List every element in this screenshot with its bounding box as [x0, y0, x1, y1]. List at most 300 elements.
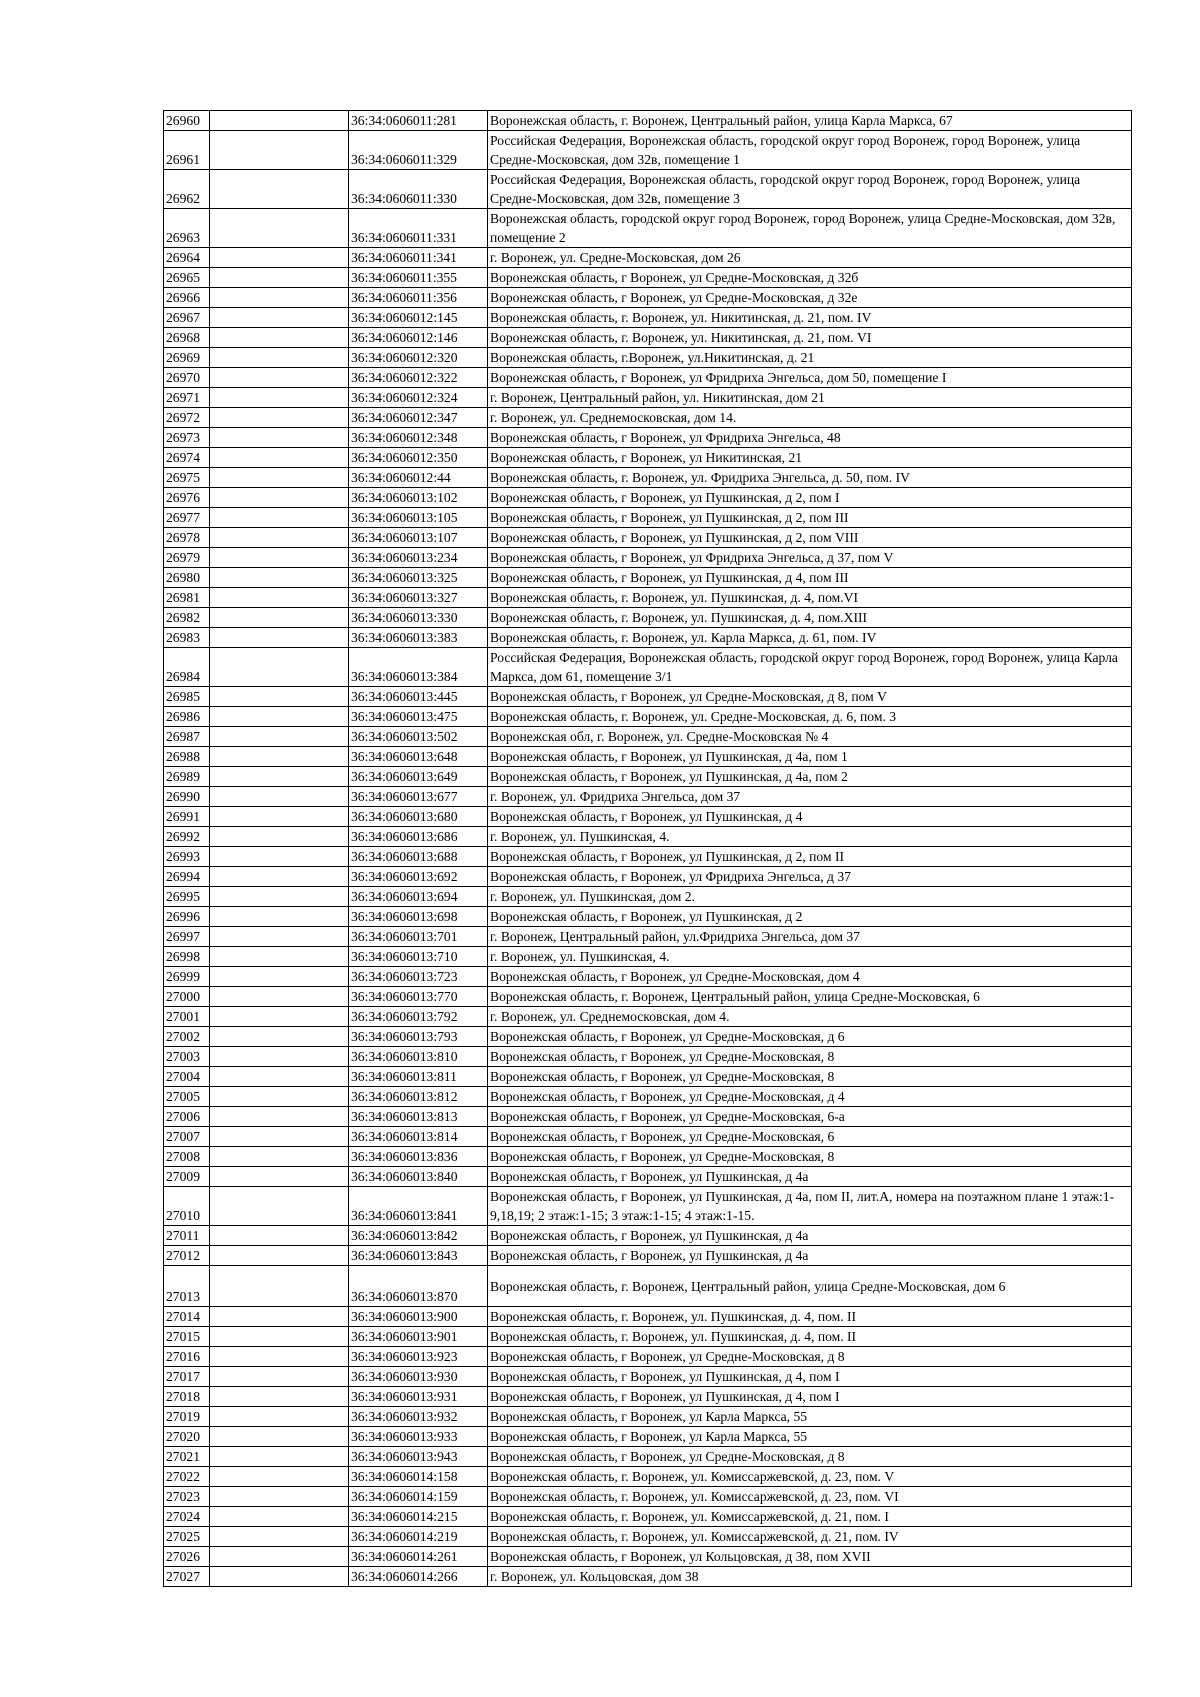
table-row	[164, 1087, 1132, 1107]
table-row	[164, 707, 1132, 727]
address-cell: Воронежская область, г Воронеж, ул Пушкинская, д 2, пом II	[488, 847, 1132, 867]
empty-cell	[210, 747, 349, 767]
address-cell: Воронежская область, г.Воронеж, ул.Никитинская, д. 21	[488, 348, 1132, 368]
empty-cell	[210, 548, 349, 568]
empty-cell	[210, 608, 349, 628]
address-cell: г. Воронеж, ул. Среднемосковская, дом 4.	[488, 1007, 1132, 1027]
table-row	[164, 1107, 1132, 1127]
row-number-cell: 26969	[164, 348, 210, 368]
row-number-cell: 27010	[164, 1187, 210, 1226]
empty-cell	[210, 1527, 349, 1547]
empty-cell	[210, 248, 349, 268]
cadastral-number-cell: 36:34:0606014:266	[349, 1567, 488, 1587]
row-number-cell: 26981	[164, 588, 210, 608]
table-row	[164, 1067, 1132, 1087]
table-row	[164, 767, 1132, 787]
address-cell: Воронежская область, г. Воронеж, Центральный район, улица Средне-Московская, дом 6	[488, 1266, 1132, 1307]
address-cell: Воронежская область, г Воронеж, ул Фридриха Энгельса, д 37, пом V	[488, 548, 1132, 568]
cadastral-number-cell: 36:34:0606013:923	[349, 1347, 488, 1367]
row-number-cell: 26985	[164, 687, 210, 707]
table-row	[164, 348, 1132, 368]
address-cell: г. Воронеж, ул. Пушкинская, 4.	[488, 827, 1132, 847]
address-cell: г. Воронеж, ул. Кольцовская, дом 38	[488, 1567, 1132, 1587]
row-number-cell: 27006	[164, 1107, 210, 1127]
table-row	[164, 1487, 1132, 1507]
table-row	[164, 1447, 1132, 1467]
address-cell: г. Воронеж, ул. Пушкинская, 4.	[488, 947, 1132, 967]
empty-cell	[210, 1347, 349, 1367]
row-number-cell: 27013	[164, 1266, 210, 1307]
row-number-cell: 26998	[164, 947, 210, 967]
cadastral-number-cell: 36:34:0606014:219	[349, 1527, 488, 1547]
table-row	[164, 847, 1132, 867]
row-number-cell: 26974	[164, 448, 210, 468]
table-row	[164, 209, 1132, 248]
cadastral-number-cell: 36:34:0606013:792	[349, 1007, 488, 1027]
table-row	[164, 508, 1132, 528]
table-row	[164, 1027, 1132, 1047]
table-row	[164, 288, 1132, 308]
address-cell: Воронежская область, г Воронеж, ул Пушкинская, д 4, пом I	[488, 1367, 1132, 1387]
cadastral-number-cell: 36:34:0606011:341	[349, 248, 488, 268]
cadastral-number-cell: 36:34:0606013:383	[349, 628, 488, 648]
cadastral-number-cell: 36:34:0606013:811	[349, 1067, 488, 1087]
address-cell: Воронежская область, г Воронеж, ул Средне-Московская, д 32б	[488, 268, 1132, 288]
table-row	[164, 170, 1132, 209]
empty-cell	[210, 1107, 349, 1127]
empty-cell	[210, 1567, 349, 1587]
address-cell: г. Воронеж, Центральный район, ул.Фридриха Энгельса, дом 37	[488, 927, 1132, 947]
table-row	[164, 1567, 1132, 1587]
row-number-cell: 27012	[164, 1246, 210, 1266]
table-row	[164, 1347, 1132, 1367]
cadastral-number-cell: 36:34:0606013:793	[349, 1027, 488, 1047]
row-number-cell: 27017	[164, 1367, 210, 1387]
address-cell: Воронежская область, г Воронеж, ул Пушкинская, д 4а, пом 1	[488, 747, 1132, 767]
table-row	[164, 687, 1132, 707]
cadastral-number-cell: 36:34:0606013:680	[349, 807, 488, 827]
row-number-cell: 27025	[164, 1527, 210, 1547]
cadastral-number-cell: 36:34:0606011:330	[349, 170, 488, 209]
row-number-cell: 26964	[164, 248, 210, 268]
address-cell: Воронежская область, г. Воронеж, ул. Средне-Московская, д. 6, пом. 3	[488, 707, 1132, 727]
cadastral-number-cell: 36:34:0606014:158	[349, 1467, 488, 1487]
cadastral-number-cell: 36:34:0606013:701	[349, 927, 488, 947]
cadastral-number-cell: 36:34:0606013:327	[349, 588, 488, 608]
table-row	[164, 628, 1132, 648]
cadastral-number-cell: 36:34:0606013:692	[349, 867, 488, 887]
empty-cell	[210, 1147, 349, 1167]
empty-cell	[210, 388, 349, 408]
cadastral-number-cell: 36:34:0606014:261	[349, 1547, 488, 1567]
address-cell: Воронежская область, г Воронеж, ул Пушкинская, д 2	[488, 907, 1132, 927]
cadastral-number-cell: 36:34:0606013:813	[349, 1107, 488, 1127]
cadastral-number-cell: 36:34:0606013:840	[349, 1167, 488, 1187]
address-cell: Воронежская область, г Воронеж, ул Средне-Московская, д 8, пом V	[488, 687, 1132, 707]
cadastral-number-cell: 36:34:0606013:648	[349, 747, 488, 767]
table-row	[164, 308, 1132, 328]
table-row	[164, 111, 1132, 131]
row-number-cell: 27004	[164, 1067, 210, 1087]
row-number-cell: 26982	[164, 608, 210, 628]
row-number-cell: 27021	[164, 1447, 210, 1467]
cadastral-number-cell: 36:34:0606013:107	[349, 528, 488, 548]
table-row	[164, 1467, 1132, 1487]
table-row	[164, 1407, 1132, 1427]
cadastral-number-cell: 36:34:0606013:686	[349, 827, 488, 847]
empty-cell	[210, 1167, 349, 1187]
empty-cell	[210, 408, 349, 428]
empty-cell	[210, 1487, 349, 1507]
cadastral-number-cell: 36:34:0606013:102	[349, 488, 488, 508]
address-cell: Воронежская область, г Воронеж, ул Пушкинская, д 4, пом III	[488, 568, 1132, 588]
row-number-cell: 26972	[164, 408, 210, 428]
address-cell: Воронежская область, г Воронеж, ул Фридриха Энгельса, д 37	[488, 867, 1132, 887]
empty-cell	[210, 807, 349, 827]
cadastral-number-cell: 36:34:0606013:943	[349, 1447, 488, 1467]
row-number-cell: 26994	[164, 867, 210, 887]
row-number-cell: 26979	[164, 548, 210, 568]
table-row	[164, 1007, 1132, 1027]
cadastral-number-cell: 36:34:0606013:384	[349, 648, 488, 687]
row-number-cell: 26975	[164, 468, 210, 488]
table-row	[164, 1246, 1132, 1266]
address-cell: Воронежская область, г. Воронеж, ул. Пушкинская, д. 4, пом. II	[488, 1307, 1132, 1327]
cadastral-number-cell: 36:34:0606013:710	[349, 947, 488, 967]
address-cell: г. Воронеж, ул. Фридриха Энгельса, дом 37	[488, 787, 1132, 807]
empty-cell	[210, 308, 349, 328]
empty-cell	[210, 628, 349, 648]
address-cell: Воронежская область, г Воронеж, ул Пушкинская, д 4а	[488, 1246, 1132, 1266]
cadastral-number-cell: 36:34:0606013:814	[349, 1127, 488, 1147]
table-row	[164, 887, 1132, 907]
cadastral-number-cell: 36:34:0606013:770	[349, 987, 488, 1007]
address-cell: Воронежская область, г. Воронеж, ул. Комиссаржевской, д. 21, пом. IV	[488, 1527, 1132, 1547]
address-cell: г. Воронеж, Центральный район, ул. Никитинская, дом 21	[488, 388, 1132, 408]
row-number-cell: 26995	[164, 887, 210, 907]
row-number-cell: 27007	[164, 1127, 210, 1147]
table-row	[164, 787, 1132, 807]
empty-cell	[210, 907, 349, 927]
address-cell: Воронежская область, г Воронеж, ул Карла Маркса, 55	[488, 1427, 1132, 1447]
row-number-cell: 26961	[164, 131, 210, 170]
cadastral-number-cell: 36:34:0606013:933	[349, 1427, 488, 1447]
row-number-cell: 26968	[164, 328, 210, 348]
cadastral-number-cell: 36:34:0606014:159	[349, 1487, 488, 1507]
address-cell: Российская Федерация, Воронежская область, городской округ город Воронеж, город Воронеж, улица Карла Маркса, дом 61, помещение 3/1	[488, 648, 1132, 687]
row-number-cell: 26970	[164, 368, 210, 388]
cadastral-number-cell: 36:34:0606012:322	[349, 368, 488, 388]
empty-cell	[210, 1226, 349, 1246]
cadastral-number-cell: 36:34:0606013:649	[349, 767, 488, 787]
cadastral-number-cell: 36:34:0606013:325	[349, 568, 488, 588]
table-row	[164, 967, 1132, 987]
address-cell: Воронежская обл, г. Воронеж, ул. Средне-Московская № 4	[488, 727, 1132, 747]
table-row	[164, 468, 1132, 488]
cadastral-number-cell: 36:34:0606013:836	[349, 1147, 488, 1167]
empty-cell	[210, 111, 349, 131]
empty-cell	[210, 687, 349, 707]
row-number-cell: 26989	[164, 767, 210, 787]
address-cell: Воронежская область, г Воронеж, ул Пушкинская, д 4а, пом II, лит.А, номера на поэтажном плане 1 этаж:1-9,18,19; 2 этаж:1-15; 3 этаж:1-15; 4 этаж:1-15.	[488, 1187, 1132, 1226]
row-number-cell: 26962	[164, 170, 210, 209]
address-cell: Воронежская область, г. Воронеж, ул. Никитинская, д. 21, пом. IV	[488, 308, 1132, 328]
address-cell: Воронежская область, г. Воронеж, ул. Комиссаржевской, д. 23, пом. V	[488, 1467, 1132, 1487]
table-row	[164, 1147, 1132, 1167]
address-cell: Воронежская область, г Воронеж, ул Средне-Московская, д 4	[488, 1087, 1132, 1107]
address-cell: Воронежская область, г Воронеж, ул Средне-Московская, д 32е	[488, 288, 1132, 308]
table-row	[164, 608, 1132, 628]
empty-cell	[210, 1467, 349, 1487]
table-row	[164, 408, 1132, 428]
row-number-cell: 26991	[164, 807, 210, 827]
empty-cell	[210, 927, 349, 947]
address-cell: Воронежская область, г Воронеж, ул Средне-Московская, дом 4	[488, 967, 1132, 987]
cadastral-number-cell: 36:34:0606013:677	[349, 787, 488, 807]
address-cell: Воронежская область, г Воронеж, ул Фридриха Энгельса, 48	[488, 428, 1132, 448]
row-number-cell: 27019	[164, 1407, 210, 1427]
empty-cell	[210, 1547, 349, 1567]
row-number-cell: 27014	[164, 1307, 210, 1327]
table-row	[164, 1047, 1132, 1067]
empty-cell	[210, 1387, 349, 1407]
address-cell: Воронежская область, г Воронеж, ул Пушкинская, д 4	[488, 807, 1132, 827]
row-number-cell: 26960	[164, 111, 210, 131]
row-number-cell: 27026	[164, 1547, 210, 1567]
address-cell: Воронежская область, г Воронеж, ул Фридриха Энгельса, дом 50, помещение I	[488, 368, 1132, 388]
empty-cell	[210, 1127, 349, 1147]
empty-cell	[210, 528, 349, 548]
empty-cell	[210, 1027, 349, 1047]
cadastral-number-cell: 36:34:0606012:347	[349, 408, 488, 428]
cadastral-number-cell: 36:34:0606012:324	[349, 388, 488, 408]
address-cell: Воронежская область, г Воронеж, ул Пушкинская, д 4а	[488, 1167, 1132, 1187]
row-number-cell: 26978	[164, 528, 210, 548]
address-cell: г. Воронеж, ул. Средне-Московская, дом 26	[488, 248, 1132, 268]
empty-cell	[210, 887, 349, 907]
table-row	[164, 1367, 1132, 1387]
table-row	[164, 927, 1132, 947]
empty-cell	[210, 428, 349, 448]
table-row	[164, 1187, 1132, 1226]
empty-cell	[210, 288, 349, 308]
table-row	[164, 1167, 1132, 1187]
row-number-cell: 27018	[164, 1387, 210, 1407]
empty-cell	[210, 468, 349, 488]
address-cell: Воронежская область, г Воронеж, ул Средне-Московская, 6-а	[488, 1107, 1132, 1127]
empty-cell	[210, 947, 349, 967]
cadastral-number-cell: 36:34:0606011:356	[349, 288, 488, 308]
table-row	[164, 747, 1132, 767]
table-row	[164, 368, 1132, 388]
address-cell: Воронежская область, г Воронеж, ул Средне-Московская, 6	[488, 1127, 1132, 1147]
cadastral-number-cell: 36:34:0606013:688	[349, 847, 488, 867]
row-number-cell: 27015	[164, 1327, 210, 1347]
empty-cell	[210, 1266, 349, 1307]
table-row	[164, 588, 1132, 608]
empty-cell	[210, 867, 349, 887]
cadastral-number-cell: 36:34:0606013:901	[349, 1327, 488, 1347]
address-cell: Воронежская область, г Воронеж, ул Пушкинская, д 4а	[488, 1226, 1132, 1246]
empty-cell	[210, 328, 349, 348]
row-number-cell: 26984	[164, 648, 210, 687]
empty-cell	[210, 707, 349, 727]
address-cell: Воронежская область, г Воронеж, ул Пушкинская, д 4, пом I	[488, 1387, 1132, 1407]
table-row	[164, 827, 1132, 847]
address-cell: Воронежская область, г Воронеж, ул Средне-Московская, д 8	[488, 1347, 1132, 1367]
table-row	[164, 907, 1132, 927]
row-number-cell: 26963	[164, 209, 210, 248]
empty-cell	[210, 348, 349, 368]
row-number-cell: 26980	[164, 568, 210, 588]
table-row	[164, 648, 1132, 687]
address-cell: Воронежская область, г. Воронеж, ул. Комиссаржевской, д. 23, пом. VI	[488, 1487, 1132, 1507]
row-number-cell: 27022	[164, 1467, 210, 1487]
address-cell: Воронежская область, г Воронеж, ул Средне-Московская, д 8	[488, 1447, 1132, 1467]
empty-cell	[210, 787, 349, 807]
row-number-cell: 27000	[164, 987, 210, 1007]
address-cell: Воронежская область, г Воронеж, ул Пушкинская, д 4а, пом 2	[488, 767, 1132, 787]
row-number-cell: 26977	[164, 508, 210, 528]
table-row	[164, 448, 1132, 468]
address-cell: Воронежская область, г Воронеж, ул Средне-Московская, 8	[488, 1067, 1132, 1087]
address-cell: Воронежская область, г. Воронеж, ул. Карла Маркса, д. 61, пом. IV	[488, 628, 1132, 648]
address-cell: Воронежская область, г. Воронеж, Центральный район, улица Средне-Московская, 6	[488, 987, 1132, 1007]
empty-cell	[210, 588, 349, 608]
cadastral-number-cell: 36:34:0606013:698	[349, 907, 488, 927]
cadastral-number-cell: 36:34:0606014:215	[349, 1507, 488, 1527]
table-row	[164, 248, 1132, 268]
row-number-cell: 26993	[164, 847, 210, 867]
table-row	[164, 1527, 1132, 1547]
cadastral-number-cell: 36:34:0606013:445	[349, 687, 488, 707]
row-number-cell: 27023	[164, 1487, 210, 1507]
table-row	[164, 867, 1132, 887]
table-row	[164, 947, 1132, 967]
empty-cell	[210, 1007, 349, 1027]
row-number-cell: 27027	[164, 1567, 210, 1587]
empty-cell	[210, 1427, 349, 1447]
table-row	[164, 807, 1132, 827]
empty-cell	[210, 1087, 349, 1107]
cadastral-number-cell: 36:34:0606013:841	[349, 1187, 488, 1226]
address-cell: Воронежская область, городской округ город Воронеж, город Воронеж, улица Средне-Московская, дом 32в, помещение 2	[488, 209, 1132, 248]
address-cell: Российская Федерация, Воронежская область, городской округ город Воронеж, город Воронеж, улица Средне-Московская, дом 32в, помещение 1	[488, 131, 1132, 170]
row-number-cell: 27002	[164, 1027, 210, 1047]
table-row	[164, 268, 1132, 288]
address-cell: г. Воронеж, ул. Среднемосковская, дом 14.	[488, 408, 1132, 428]
table-row	[164, 1327, 1132, 1347]
cadastral-number-cell: 36:34:0606011:331	[349, 209, 488, 248]
address-cell: Воронежская область, г Воронеж, ул Кольцовская, д 38, пом XVII	[488, 1547, 1132, 1567]
cadastral-number-cell: 36:34:0606011:329	[349, 131, 488, 170]
address-cell: г. Воронеж, ул. Пушкинская, дом 2.	[488, 887, 1132, 907]
cadastral-number-cell: 36:34:0606012:348	[349, 428, 488, 448]
table-row	[164, 1226, 1132, 1246]
empty-cell	[210, 987, 349, 1007]
cadastral-number-cell: 36:34:0606013:812	[349, 1087, 488, 1107]
empty-cell	[210, 209, 349, 248]
empty-cell	[210, 648, 349, 687]
table-row	[164, 528, 1132, 548]
table-row	[164, 1307, 1132, 1327]
row-number-cell: 26986	[164, 707, 210, 727]
empty-cell	[210, 1407, 349, 1427]
table-row	[164, 1266, 1132, 1307]
empty-cell	[210, 268, 349, 288]
row-number-cell: 27016	[164, 1347, 210, 1367]
row-number-cell: 26973	[164, 428, 210, 448]
row-number-cell: 26996	[164, 907, 210, 927]
cadastral-number-cell: 36:34:0606013:900	[349, 1307, 488, 1327]
address-cell: Воронежская область, г Воронеж, ул Средне-Московская, 8	[488, 1147, 1132, 1167]
table-row	[164, 727, 1132, 747]
row-number-cell: 26976	[164, 488, 210, 508]
empty-cell	[210, 131, 349, 170]
address-cell: Воронежская область, г Воронеж, ул Средне-Московская, 8	[488, 1047, 1132, 1067]
row-number-cell: 26983	[164, 628, 210, 648]
address-cell: Воронежская область, г Воронеж, ул Пушкинская, д 2, пом VIII	[488, 528, 1132, 548]
cadastral-number-cell: 36:34:0606013:475	[349, 707, 488, 727]
address-cell: Воронежская область, г. Воронеж, ул. Фридриха Энгельса, д. 50, пом. IV	[488, 468, 1132, 488]
table-row	[164, 1547, 1132, 1567]
row-number-cell: 27005	[164, 1087, 210, 1107]
table-row	[164, 987, 1132, 1007]
row-number-cell: 27008	[164, 1147, 210, 1167]
table-row	[164, 388, 1132, 408]
empty-cell	[210, 1307, 349, 1327]
empty-cell	[210, 847, 349, 867]
table-row	[164, 568, 1132, 588]
row-number-cell: 27011	[164, 1226, 210, 1246]
register-table	[163, 110, 1132, 1587]
empty-cell	[210, 1447, 349, 1467]
table-row	[164, 488, 1132, 508]
empty-cell	[210, 1507, 349, 1527]
empty-cell	[210, 448, 349, 468]
empty-cell	[210, 727, 349, 747]
address-cell: Воронежская область, г Воронеж, ул Средне-Московская, д 6	[488, 1027, 1132, 1047]
cadastral-number-cell: 36:34:0606011:355	[349, 268, 488, 288]
empty-cell	[210, 827, 349, 847]
row-number-cell: 26999	[164, 967, 210, 987]
cadastral-number-cell: 36:34:0606013:810	[349, 1047, 488, 1067]
address-cell: Российская Федерация, Воронежская область, городской округ город Воронеж, город Воронеж, улица Средне-Московская, дом 32в, помещение 3	[488, 170, 1132, 209]
row-number-cell: 26992	[164, 827, 210, 847]
cadastral-number-cell: 36:34:0606013:931	[349, 1387, 488, 1407]
cadastral-number-cell: 36:34:0606013:870	[349, 1266, 488, 1307]
empty-cell	[210, 368, 349, 388]
empty-cell	[210, 767, 349, 787]
register-body	[164, 111, 1132, 1587]
address-cell: Воронежская область, г. Воронеж, ул. Пушкинская, д. 4, пом.VI	[488, 588, 1132, 608]
cadastral-number-cell: 36:34:0606013:234	[349, 548, 488, 568]
cadastral-number-cell: 36:34:0606013:694	[349, 887, 488, 907]
empty-cell	[210, 1047, 349, 1067]
table-row	[164, 1427, 1132, 1447]
cadastral-number-cell: 36:34:0606013:330	[349, 608, 488, 628]
cadastral-number-cell: 36:34:0606012:350	[349, 448, 488, 468]
row-number-cell: 26997	[164, 927, 210, 947]
address-cell: Воронежская область, г. Воронеж, ул. Комиссаржевской, д. 21, пом. I	[488, 1507, 1132, 1527]
address-cell: Воронежская область, г. Воронеж, ул. Пушкинская, д. 4, пом. II	[488, 1327, 1132, 1347]
address-cell: Воронежская область, г Воронеж, ул Пушкинская, д 2, пом III	[488, 508, 1132, 528]
empty-cell	[210, 488, 349, 508]
cadastral-number-cell: 36:34:0606013:502	[349, 727, 488, 747]
cadastral-number-cell: 36:34:0606013:930	[349, 1367, 488, 1387]
cadastral-number-cell: 36:34:0606012:146	[349, 328, 488, 348]
cadastral-number-cell: 36:34:0606013:843	[349, 1246, 488, 1266]
